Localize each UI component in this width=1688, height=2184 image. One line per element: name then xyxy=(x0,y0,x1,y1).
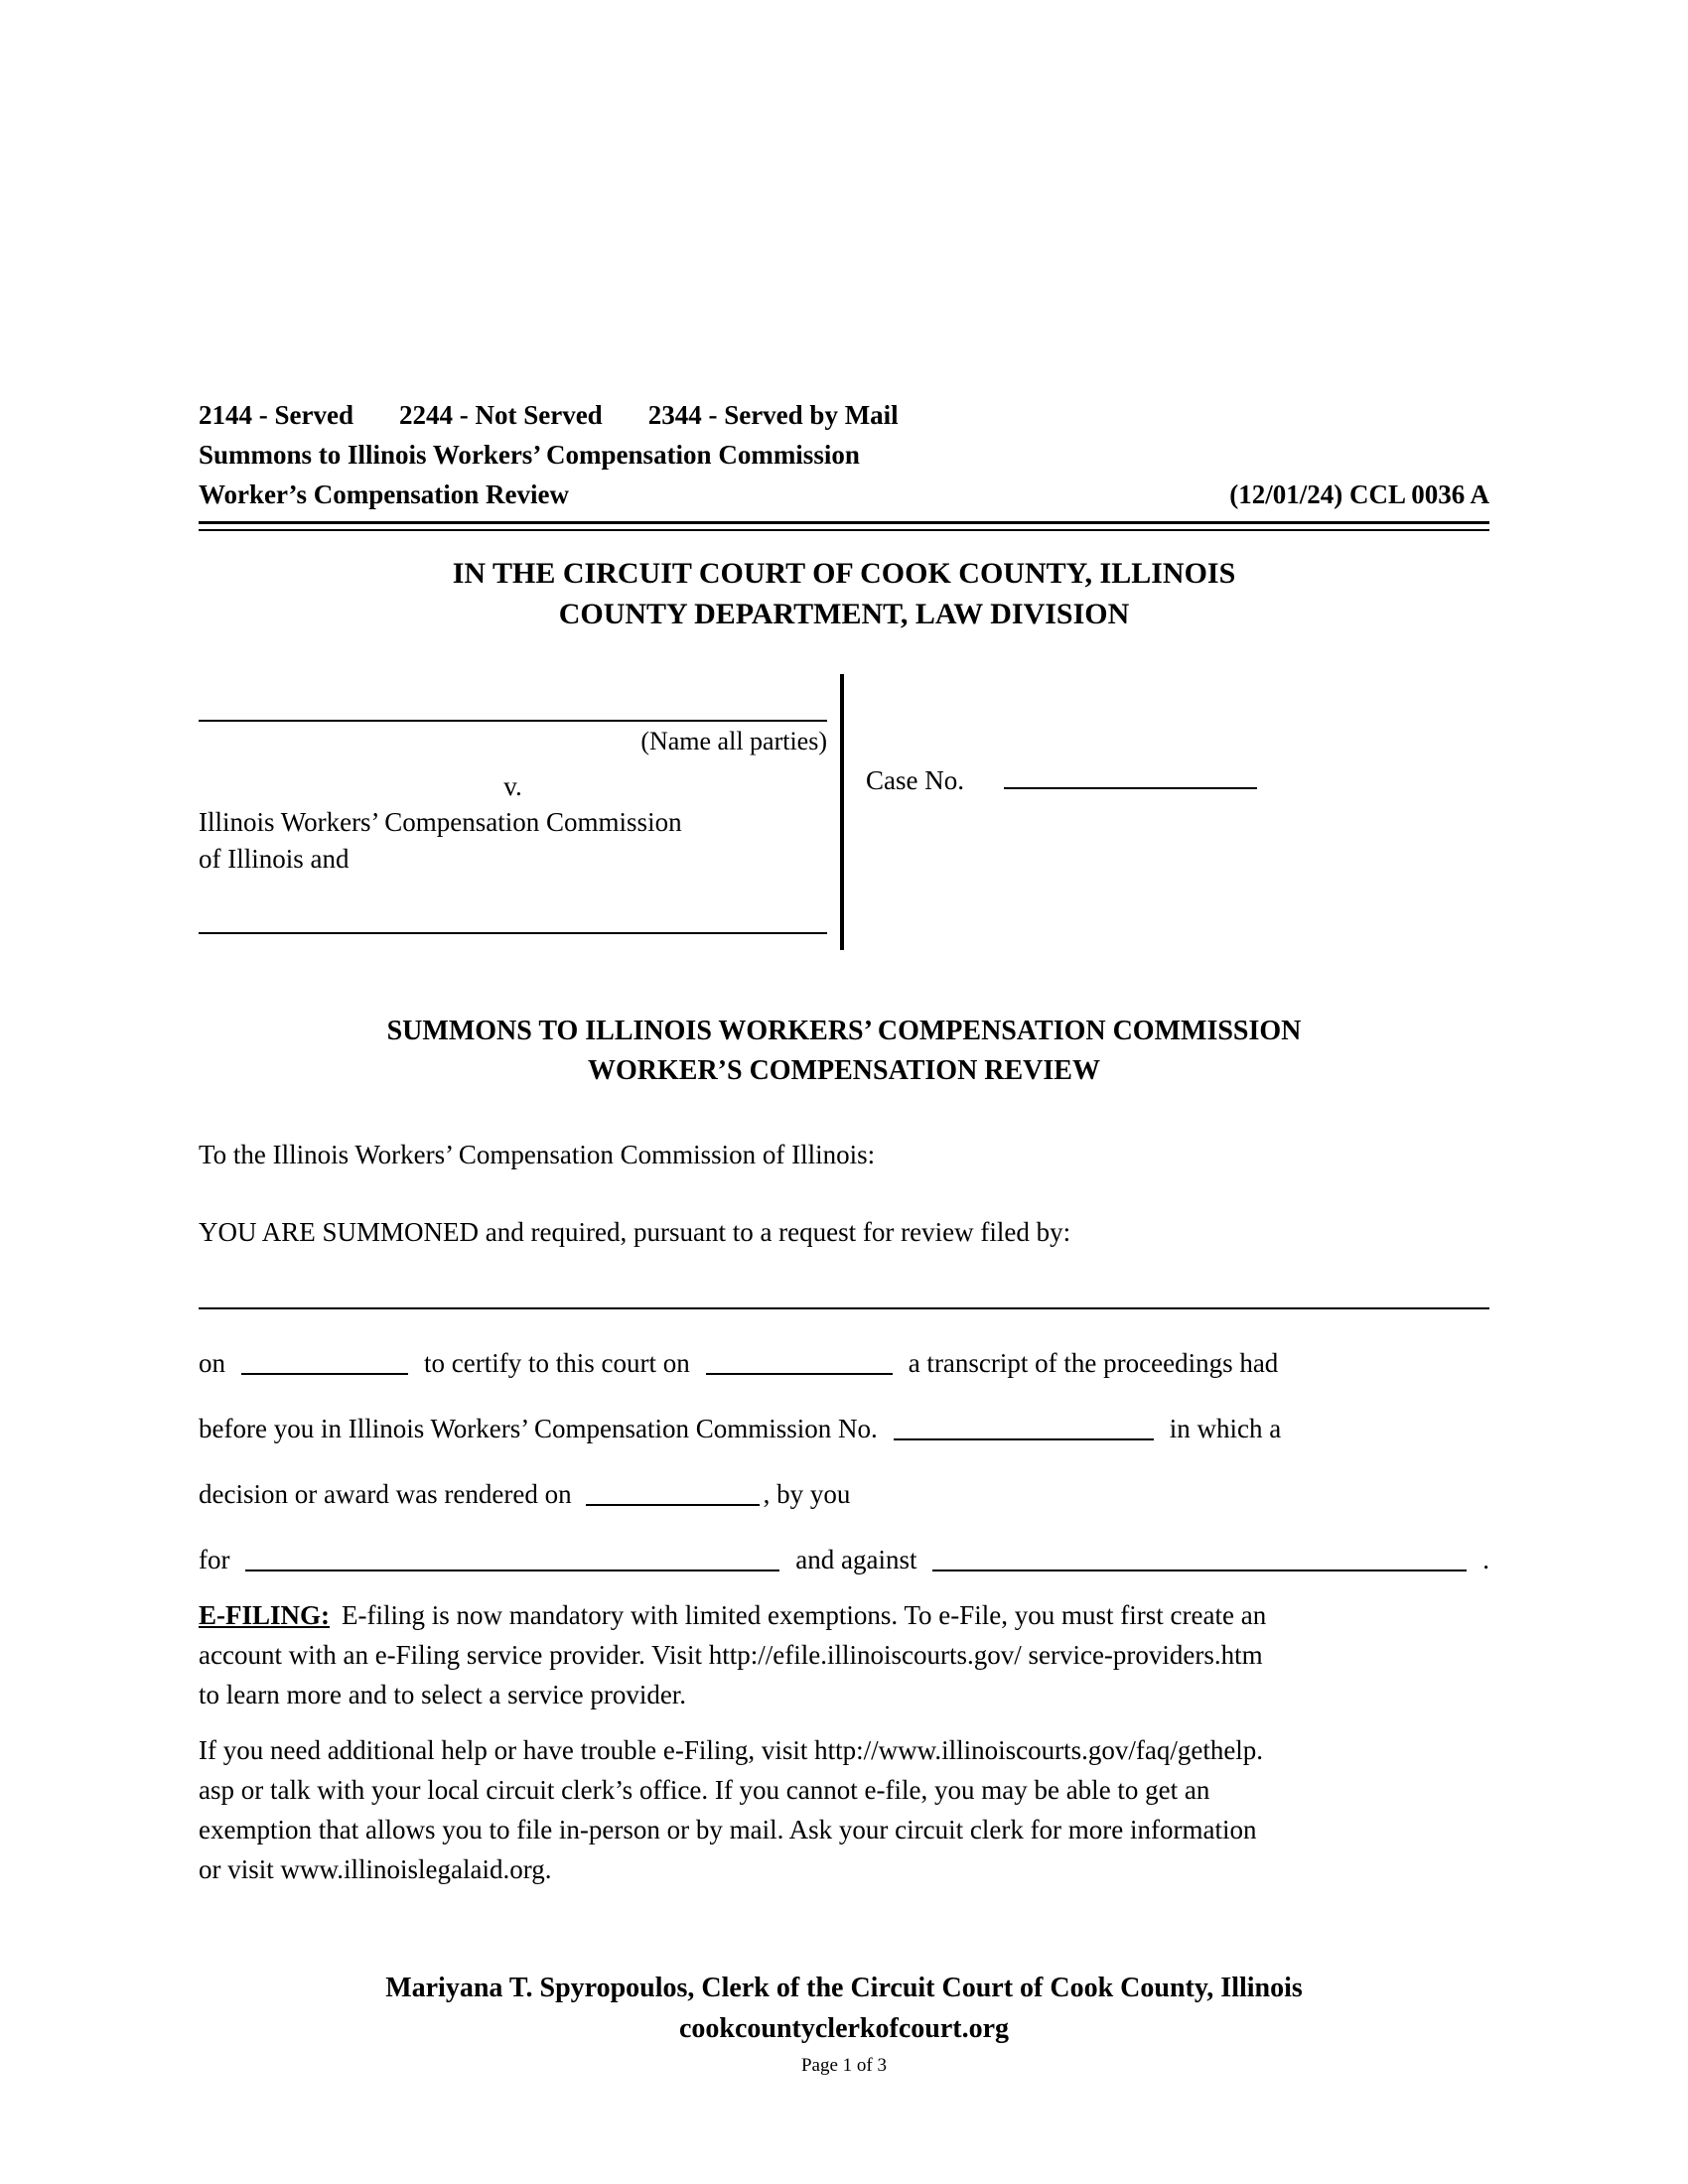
defendant-line1: Illinois Workers’ Compensation Commission xyxy=(199,807,682,837)
summons-title-line1: SUMMONS TO ILLINOIS WORKERS’ COMPENSATION COMMISSION xyxy=(386,1016,1302,1046)
commission-number-field[interactable] xyxy=(894,1437,1154,1440)
plaintiff-name-field[interactable] xyxy=(199,720,827,722)
for-label: for xyxy=(199,1545,230,1574)
addressee-line: To the Illinois Workers’ Compensation Commission of Illinois: xyxy=(199,1140,876,1169)
filed-date-field[interactable] xyxy=(241,1372,408,1375)
efiling-line1 xyxy=(199,1595,1489,1635)
fill-line-commission xyxy=(199,1411,1489,1446)
court-title xyxy=(199,553,1489,634)
efiling-line2: account with an e-Filing service provider. Visit http://efile.illinoiscourts.gov/ service-providers.htm xyxy=(199,1640,1263,1670)
by-you-text: , by you xyxy=(763,1479,851,1509)
commission-no-text: before you in Illinois Workers’ Compensation Commission No. xyxy=(199,1414,878,1443)
efiling-notice xyxy=(199,1595,1489,1714)
help-line1: If you need additional help or have trouble e-Filing, visit http://www.illinoiscourts.gov/faq/gethelp. xyxy=(199,1735,1264,1765)
help-line3: exemption that allows you to file in-person or by mail. Ask your circuit clerk for more information xyxy=(199,1815,1257,1844)
efiling-line3: to learn more and to select a service provider. xyxy=(199,1680,687,1709)
review-filer-field[interactable] xyxy=(199,1307,1489,1309)
page-footer xyxy=(0,1968,1688,2078)
and-against-label: and against xyxy=(795,1545,917,1574)
form-name: Summons to Illinois Workers’ Compensation Commission xyxy=(199,440,860,470)
certify-date-field[interactable] xyxy=(706,1372,893,1375)
form-content xyxy=(199,395,1489,1889)
fill-line-decision xyxy=(199,1476,1489,1512)
summons-title xyxy=(199,1012,1489,1091)
form-revision-code: (12/01/24) CCL 0036 A xyxy=(1229,479,1489,509)
form-subname: Worker’s Compensation Review xyxy=(199,479,569,509)
clerk-name-line: Mariyana T. Spyropoulos, Clerk of the Circuit Court of Cook County, Illinois xyxy=(385,1973,1303,2003)
case-number-row xyxy=(866,765,1489,796)
transcript-text: a transcript of the proceedings had xyxy=(908,1348,1279,1378)
case-no-label: Case No. xyxy=(866,765,964,795)
in-favor-of-field[interactable] xyxy=(245,1569,779,1571)
header-divider-rule xyxy=(199,521,1489,531)
court-title-line1: IN THE CIRCUIT COURT OF COOK COUNTY, ILLINOIS xyxy=(452,557,1236,590)
code-served-by-mail: 2344 - Served by Mail xyxy=(647,400,899,430)
case-caption xyxy=(199,674,1489,950)
period-text: . xyxy=(1482,1545,1490,1574)
in-which-text: in which a xyxy=(1169,1414,1282,1443)
decision-text: decision or award was rendered on xyxy=(199,1479,572,1509)
defendant-line2: of Illinois and xyxy=(199,844,350,874)
against-party-field[interactable] xyxy=(932,1569,1467,1571)
clerk-website: cookcountyclerkofcourt.org xyxy=(678,2013,1010,2044)
help-line2: asp or talk with your local circuit clerk’s office. If you cannot e-file, you may be able to get an xyxy=(199,1775,1210,1805)
efiling-label: E-FILING: xyxy=(199,1600,331,1630)
additional-defendant-field[interactable] xyxy=(199,932,827,934)
versus-label: v. xyxy=(503,771,522,801)
page-number: Page 1 of 3 xyxy=(800,2055,887,2076)
code-not-served: 2244 - Not Served xyxy=(398,400,603,430)
caption-case-column xyxy=(844,674,1489,950)
service-codes-row xyxy=(199,395,1489,435)
decision-date-field[interactable] xyxy=(586,1503,760,1506)
name-all-parties-hint: (Name all parties) xyxy=(640,727,827,755)
on-label: on xyxy=(199,1348,225,1378)
summoned-line: YOU ARE SUMMONED and required, pursuant to a request for review filed by: xyxy=(199,1217,1071,1247)
efiling-line1-text: E-filing is now mandatory with limited exemptions. To e-File, you must first create an xyxy=(342,1600,1267,1630)
court-title-line2: COUNTY DEPARTMENT, LAW DIVISION xyxy=(558,598,1130,630)
help-line4: or visit www.illinoislegalaid.org. xyxy=(199,1854,552,1884)
fill-line-for-against xyxy=(199,1542,1489,1577)
certify-text: to certify to this court on xyxy=(424,1348,690,1378)
form-subname-row xyxy=(199,475,1489,514)
code-served: 2144 - Served xyxy=(199,400,353,430)
summons-title-line2: WORKER’S COMPENSATION REVIEW xyxy=(588,1055,1100,1086)
help-notice xyxy=(199,1730,1489,1889)
caption-parties-column xyxy=(199,674,840,950)
fill-line-on xyxy=(199,1345,1489,1381)
case-number-field[interactable] xyxy=(1004,787,1257,789)
